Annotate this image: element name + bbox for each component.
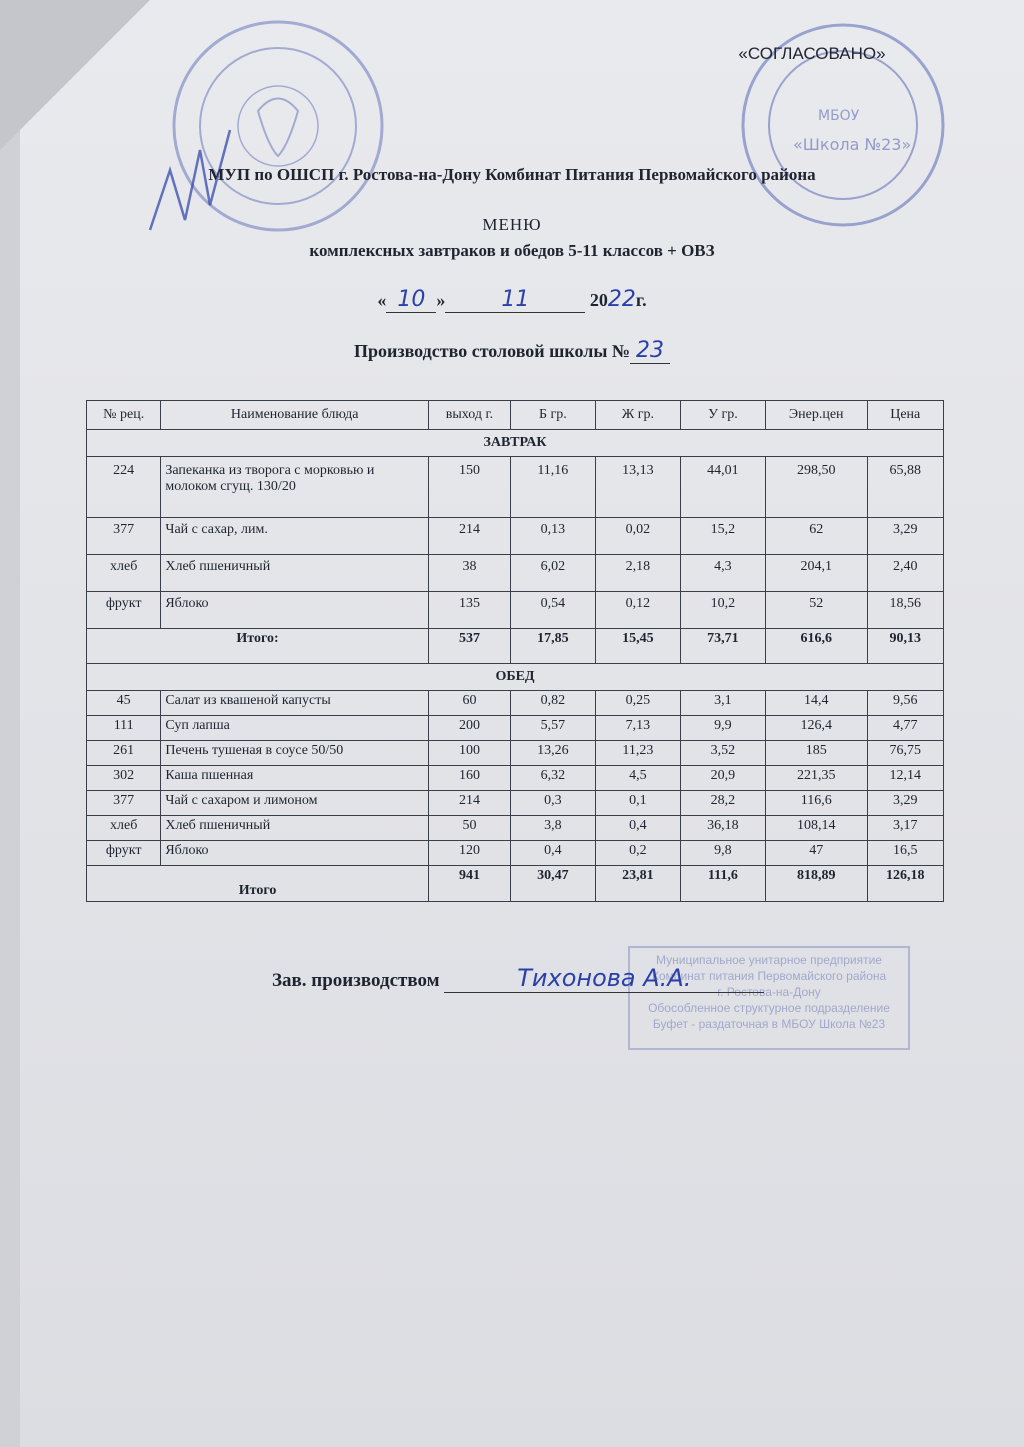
cell-price: 16,5 — [867, 841, 943, 866]
production-line — [0, 338, 1024, 364]
cell-recipe: 45 — [87, 691, 161, 716]
section-breakfast: ЗАВТРАК — [87, 430, 944, 457]
cell-recipe: фрукт — [87, 841, 161, 866]
approval-stamp-label: «СОГЛАСОВАНО» — [738, 44, 886, 63]
cell-carbs: 20,9 — [680, 766, 765, 791]
cell-yield: 60 — [429, 691, 511, 716]
cell-carbs: 3,1 — [680, 691, 765, 716]
cell-dish: Суп лапша — [161, 716, 429, 741]
table-row — [87, 592, 944, 629]
table-row — [87, 518, 944, 555]
table-row — [87, 741, 944, 766]
stamp-line: г. Ростова-на-Дону — [717, 985, 821, 999]
cell-dish: Запеканка из творога с морковью и молоком сгущ. 130/20 — [161, 457, 429, 518]
date-close-quote: » — [436, 290, 446, 310]
cell-price: 3,17 — [867, 816, 943, 841]
cell-recipe: 261 — [87, 741, 161, 766]
cell-price: 18,56 — [867, 592, 943, 629]
cell-price: 9,56 — [867, 691, 943, 716]
cell-protein: 5,57 — [510, 716, 595, 741]
cell-price: 4,77 — [867, 716, 943, 741]
cell-carbs: 36,18 — [680, 816, 765, 841]
header-price: Цена — [867, 401, 943, 430]
table-row — [87, 816, 944, 841]
cell-energy: 204,1 — [765, 555, 867, 592]
organization-name: МУП по ОШСП г. Ростова-на-Дону Комбинат Питания Первомайского района — [208, 165, 816, 184]
cell-protein: 11,16 — [510, 457, 595, 518]
cell-fat: 0,12 — [595, 592, 680, 629]
cell-protein: 0,82 — [510, 691, 595, 716]
cell-recipe: фрукт — [87, 592, 161, 629]
cell-fat: 2,18 — [595, 555, 680, 592]
cell-recipe: 377 — [87, 791, 161, 816]
cell-carbs: 9,8 — [680, 841, 765, 866]
cell-dish: Печень тушеная в соусе 50/50 — [161, 741, 429, 766]
cell-fat: 0,25 — [595, 691, 680, 716]
cell-protein: 3,8 — [510, 816, 595, 841]
header-yield: выход г. — [429, 401, 511, 430]
svg-text:«Школа №23»: «Школа №23» — [793, 135, 912, 154]
cell-protein: 13,26 — [510, 741, 595, 766]
signature-name: Тихонова А.А. — [444, 964, 764, 993]
svg-text:МБОУ: МБОУ — [818, 108, 860, 124]
cell-carbs: 44,01 — [680, 457, 765, 518]
date-open-quote: « — [377, 290, 387, 310]
cell-energy: 62 — [765, 518, 867, 555]
cell-protein: 0,54 — [510, 592, 595, 629]
cell-energy: 126,4 — [765, 716, 867, 741]
section-lunch: ОБЕД — [87, 664, 944, 691]
cell-recipe: 302 — [87, 766, 161, 791]
total-fat: 15,45 — [595, 629, 680, 664]
cell-yield: 160 — [429, 766, 511, 791]
header-dish: Наименование блюда — [161, 401, 429, 430]
rectangular-stamp — [628, 946, 910, 1050]
total-label: Итого: — [87, 629, 429, 664]
date-year-suffix: 22 — [607, 287, 636, 312]
header-recipe: № рец. — [87, 401, 161, 430]
cell-dish: Яблоко — [161, 841, 429, 866]
header-energy: Энер.цен — [765, 401, 867, 430]
table-row — [87, 691, 944, 716]
cell-recipe: 224 — [87, 457, 161, 518]
cell-protein: 0,13 — [510, 518, 595, 555]
stamp-line: Муниципальное унитарное предприятие — [656, 953, 882, 967]
cell-yield: 214 — [429, 518, 511, 555]
table-row — [87, 791, 944, 816]
cell-yield: 120 — [429, 841, 511, 866]
total-protein: 30,47 — [510, 866, 595, 902]
cell-yield: 200 — [429, 716, 511, 741]
total-price: 90,13 — [867, 629, 943, 664]
cell-protein: 0,3 — [510, 791, 595, 816]
signature-label: Зав. производством — [272, 970, 440, 991]
total-carbs: 111,6 — [680, 866, 765, 902]
total-label: Итого — [87, 866, 429, 902]
cell-protein: 0,4 — [510, 841, 595, 866]
total-yield: 537 — [429, 629, 511, 664]
cell-carbs: 15,2 — [680, 518, 765, 555]
cell-carbs: 9,9 — [680, 716, 765, 741]
cell-recipe: 111 — [87, 716, 161, 741]
table-row — [87, 766, 944, 791]
cell-price: 3,29 — [867, 791, 943, 816]
cell-dish: Каша пшенная — [161, 766, 429, 791]
document-title: МЕНЮ — [482, 215, 542, 234]
cell-fat: 7,13 — [595, 716, 680, 741]
stamp-line: Буфет - раздаточная в МБОУ Школа №23 — [652, 1017, 886, 1031]
cell-fat: 11,23 — [595, 741, 680, 766]
cell-energy: 298,50 — [765, 457, 867, 518]
header-carbs: У гр. — [680, 401, 765, 430]
cell-recipe: 377 — [87, 518, 161, 555]
cell-energy: 116,6 — [765, 791, 867, 816]
cell-energy: 108,14 — [765, 816, 867, 841]
document-subtitle: комплексных завтраков и обедов 5-11 классов + ОВЗ — [309, 241, 715, 260]
date-year-end: г. — [635, 290, 647, 310]
table-row — [87, 555, 944, 592]
total-price: 126,18 — [867, 866, 943, 902]
total-yield: 941 — [429, 866, 511, 902]
cell-price: 3,29 — [867, 518, 943, 555]
cell-fat: 0,02 — [595, 518, 680, 555]
cell-price: 12,14 — [867, 766, 943, 791]
folded-corner — [0, 0, 150, 150]
cell-energy: 14,4 — [765, 691, 867, 716]
cell-yield: 38 — [429, 555, 511, 592]
cell-price: 76,75 — [867, 741, 943, 766]
cell-fat: 4,5 — [595, 766, 680, 791]
cell-yield: 50 — [429, 816, 511, 841]
table-header-row — [87, 401, 944, 430]
cell-energy: 52 — [765, 592, 867, 629]
cell-carbs: 10,2 — [680, 592, 765, 629]
total-fat: 23,81 — [595, 866, 680, 902]
total-energy: 818,89 — [765, 866, 867, 902]
cell-dish: Хлеб пшеничный — [161, 816, 429, 841]
table-row — [87, 716, 944, 741]
header-protein: Б гр. — [510, 401, 595, 430]
cell-yield: 135 — [429, 592, 511, 629]
cell-protein: 6,02 — [510, 555, 595, 592]
total-protein: 17,85 — [510, 629, 595, 664]
date-month: 11 — [445, 287, 585, 313]
cell-price: 65,88 — [867, 457, 943, 518]
cell-energy: 185 — [765, 741, 867, 766]
school-number: 23 — [630, 338, 670, 364]
cell-yield: 100 — [429, 741, 511, 766]
cell-fat: 13,13 — [595, 457, 680, 518]
cell-dish: Чай с сахар, лим. — [161, 518, 429, 555]
date-line — [0, 287, 1024, 313]
breakfast-total-row — [87, 629, 944, 664]
cell-dish: Хлеб пшеничный — [161, 555, 429, 592]
cell-carbs: 3,52 — [680, 741, 765, 766]
cell-dish: Яблоко — [161, 592, 429, 629]
lunch-total-row — [87, 866, 944, 902]
signature-line — [272, 964, 764, 993]
date-year-prefix: 20 — [589, 290, 608, 310]
menu-table — [86, 400, 944, 902]
cell-dish: Салат из квашеной капусты — [161, 691, 429, 716]
production-label: Производство столовой школы № — [353, 341, 631, 361]
cell-yield: 214 — [429, 791, 511, 816]
header-fat: Ж гр. — [595, 401, 680, 430]
cell-yield: 150 — [429, 457, 511, 518]
cell-carbs: 28,2 — [680, 791, 765, 816]
cell-protein: 6,32 — [510, 766, 595, 791]
cell-recipe: хлеб — [87, 555, 161, 592]
table-row — [87, 457, 944, 518]
cell-dish: Чай с сахаром и лимоном — [161, 791, 429, 816]
cell-energy: 47 — [765, 841, 867, 866]
total-energy: 616,6 — [765, 629, 867, 664]
cell-energy: 221,35 — [765, 766, 867, 791]
cell-fat: 0,2 — [595, 841, 680, 866]
cell-carbs: 4,3 — [680, 555, 765, 592]
stamp-line: Комбинат питания Первомайского района — [651, 969, 887, 983]
cell-recipe: хлеб — [87, 816, 161, 841]
cell-fat: 0,1 — [595, 791, 680, 816]
stamp-line: Обособленное структурное подразделение — [648, 1001, 890, 1015]
date-day: 10 — [386, 287, 436, 313]
cell-fat: 0,4 — [595, 816, 680, 841]
table-row — [87, 841, 944, 866]
cell-price: 2,40 — [867, 555, 943, 592]
total-carbs: 73,71 — [680, 629, 765, 664]
